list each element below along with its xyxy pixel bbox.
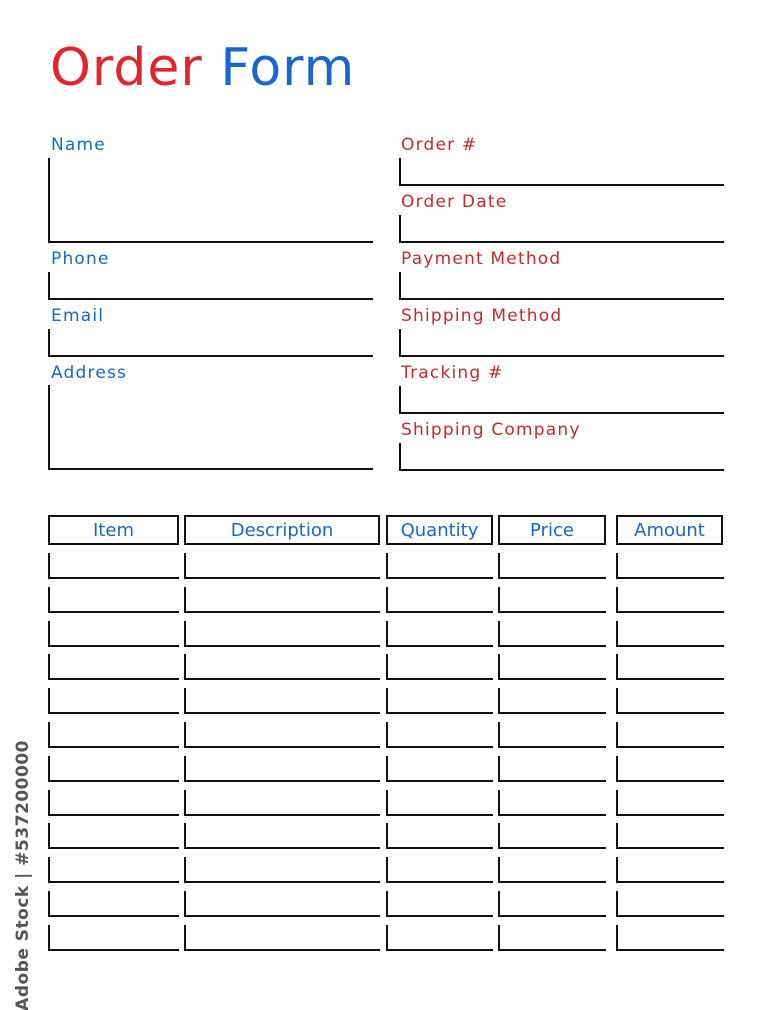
price-cell[interactable] [498,857,606,883]
item-cell[interactable] [48,688,179,714]
description-cell[interactable] [184,587,380,613]
item-cell[interactable] [48,553,179,579]
quantity-cell[interactable] [386,688,493,714]
price-cell[interactable] [498,654,606,680]
quantity-cell[interactable] [386,654,493,680]
amount-cell[interactable] [616,553,724,579]
shipping-method-label: Shipping Method [401,306,563,326]
item-cell[interactable] [48,722,179,748]
item-cell[interactable] [48,891,179,917]
item-cell[interactable] [48,756,179,782]
stock-id-text: Adobe Stock | #537200000 [13,739,33,1010]
address-field[interactable] [48,385,373,470]
amount-cell[interactable] [616,688,724,714]
title-word-order: Order [50,38,203,98]
description-cell[interactable] [184,722,380,748]
tracking-number-label: Tracking # [401,363,504,383]
column-header-item: Item [48,515,179,545]
quantity-cell[interactable] [386,621,493,647]
quantity-cell[interactable] [386,722,493,748]
description-cell[interactable] [184,654,380,680]
address-label: Address [51,363,128,383]
quantity-cell[interactable] [386,925,493,951]
item-cell[interactable] [48,587,179,613]
quantity-cell[interactable] [386,553,493,579]
shipping-method-field[interactable] [399,329,724,357]
shipping-company-label: Shipping Company [401,420,581,440]
price-cell[interactable] [498,891,606,917]
amount-cell[interactable] [616,756,724,782]
amount-cell[interactable] [616,857,724,883]
amount-cell[interactable] [616,790,724,816]
quantity-cell[interactable] [386,756,493,782]
column-header-price: Price [498,515,606,545]
item-cell[interactable] [48,823,179,849]
price-cell[interactable] [498,621,606,647]
item-cell[interactable] [48,790,179,816]
price-cell[interactable] [498,823,606,849]
description-cell[interactable] [184,553,380,579]
price-cell[interactable] [498,553,606,579]
order-date-label: Order Date [401,192,508,212]
name-field[interactable] [48,158,373,243]
amount-cell[interactable] [616,891,724,917]
description-cell[interactable] [184,688,380,714]
payment-method-label: Payment Method [401,249,562,269]
description-cell[interactable] [184,621,380,647]
column-header-quantity: Quantity [386,515,493,545]
email-label: Email [51,306,105,326]
quantity-cell[interactable] [386,857,493,883]
price-cell[interactable] [498,688,606,714]
price-cell[interactable] [498,756,606,782]
phone-label: Phone [51,249,110,269]
amount-cell[interactable] [616,925,724,951]
amount-cell[interactable] [616,654,724,680]
column-header-amount: Amount [616,515,723,545]
description-cell[interactable] [184,925,380,951]
quantity-cell[interactable] [386,587,493,613]
name-label: Name [51,135,106,155]
stock-watermark [10,739,36,1010]
order-date-field[interactable] [399,215,724,243]
title-word-form: Form [220,38,356,98]
description-cell[interactable] [184,790,380,816]
price-cell[interactable] [498,790,606,816]
order-number-field[interactable] [399,158,724,186]
description-cell[interactable] [184,756,380,782]
payment-method-field[interactable] [399,272,724,300]
column-header-description: Description [184,515,380,545]
quantity-cell[interactable] [386,790,493,816]
item-cell[interactable] [48,654,179,680]
price-cell[interactable] [498,925,606,951]
item-cell[interactable] [48,857,179,883]
order-number-label: Order # [401,135,478,155]
amount-cell[interactable] [616,823,724,849]
phone-field[interactable] [48,272,373,300]
item-cell[interactable] [48,925,179,951]
tracking-number-field[interactable] [399,386,724,414]
email-field[interactable] [48,329,373,357]
quantity-cell[interactable] [386,823,493,849]
price-cell[interactable] [498,587,606,613]
page-title [50,38,355,98]
description-cell[interactable] [184,891,380,917]
price-cell[interactable] [498,722,606,748]
shipping-company-field[interactable] [399,443,724,471]
amount-cell[interactable] [616,587,724,613]
amount-cell[interactable] [616,621,724,647]
item-cell[interactable] [48,621,179,647]
quantity-cell[interactable] [386,891,493,917]
description-cell[interactable] [184,857,380,883]
amount-cell[interactable] [616,722,724,748]
description-cell[interactable] [184,823,380,849]
